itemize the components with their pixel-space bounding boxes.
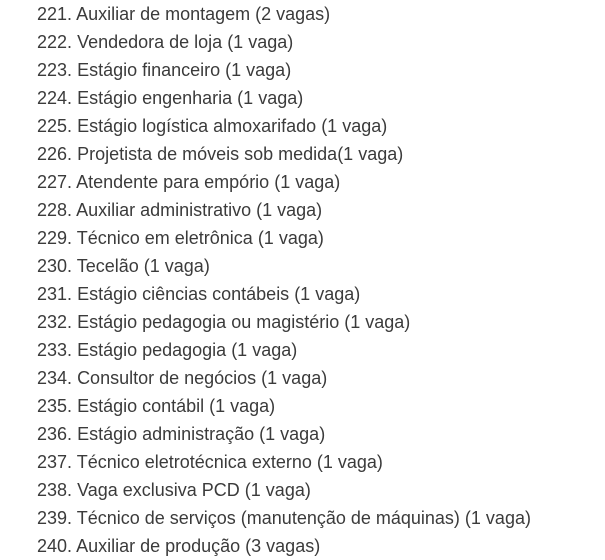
item-number: 223. xyxy=(37,60,73,80)
item-number: 228. xyxy=(37,200,73,220)
item-number: 222. xyxy=(37,32,73,52)
item-number: 232. xyxy=(37,312,73,332)
item-number: 235. xyxy=(37,396,73,416)
item-text: Técnico em eletrônica (1 vaga) xyxy=(76,228,324,248)
item-text: Atendente para empório (1 vaga) xyxy=(76,172,341,192)
vacancy-list-item xyxy=(37,364,595,392)
vacancy-list-item xyxy=(37,280,595,308)
vacancy-list-item xyxy=(37,504,595,532)
item-number: 226. xyxy=(37,144,73,164)
vacancy-list-item xyxy=(37,84,595,112)
item-text: Técnico eletrotécnica externo (1 vaga) xyxy=(76,452,383,472)
item-text: Estágio contábil (1 vaga) xyxy=(77,396,276,416)
item-text: Auxiliar de produção (3 vagas) xyxy=(76,536,321,556)
item-text: Estágio engenharia (1 vaga) xyxy=(77,88,304,108)
item-text: Técnico de serviços (manutenção de máquinas) (1 vaga) xyxy=(76,508,531,528)
item-text: Consultor de negócios (1 vaga) xyxy=(77,368,328,388)
item-number: 233. xyxy=(37,340,73,360)
vacancy-list-item xyxy=(37,28,595,56)
item-text: Auxiliar de montagem (2 vagas) xyxy=(76,4,331,24)
vacancy-list-item xyxy=(37,532,595,560)
vacancy-list-item xyxy=(37,336,595,364)
item-number: 224. xyxy=(37,88,73,108)
item-text: Estágio financeiro (1 vaga) xyxy=(77,60,292,80)
vacancy-list-item xyxy=(37,476,595,504)
vacancy-list-item xyxy=(37,56,595,84)
item-text: Estágio pedagogia (1 vaga) xyxy=(77,340,298,360)
item-text: Projetista de móveis sob medida(1 vaga) xyxy=(77,144,404,164)
vacancy-list-item xyxy=(37,140,595,168)
item-text: Estágio pedagogia ou magistério (1 vaga) xyxy=(77,312,411,332)
item-text: Tecelão (1 vaga) xyxy=(76,256,210,276)
item-number: 234. xyxy=(37,368,73,388)
item-text: Auxiliar administrativo (1 vaga) xyxy=(76,200,323,220)
item-number: 239. xyxy=(37,508,73,528)
item-number: 227. xyxy=(37,172,73,192)
item-number: 240. xyxy=(37,536,73,556)
vacancy-list-item xyxy=(37,0,595,28)
item-number: 230. xyxy=(37,256,73,276)
item-number: 221. xyxy=(37,4,73,24)
item-number: 225. xyxy=(37,116,73,136)
vacancy-list-item xyxy=(37,392,595,420)
item-text: Vendedora de loja (1 vaga) xyxy=(77,32,294,52)
vacancy-list-item xyxy=(37,196,595,224)
vacancy-list-item xyxy=(37,252,595,280)
item-text: Estágio ciências contábeis (1 vaga) xyxy=(77,284,361,304)
vacancy-list-item xyxy=(37,224,595,252)
item-text: Vaga exclusiva PCD (1 vaga) xyxy=(77,480,311,500)
vacancy-list-item xyxy=(37,308,595,336)
item-number: 236. xyxy=(37,424,73,444)
vacancy-list-item xyxy=(37,168,595,196)
item-number: 237. xyxy=(37,452,73,472)
item-number: 231. xyxy=(37,284,73,304)
item-number: 238. xyxy=(37,480,73,500)
item-number: 229. xyxy=(37,228,73,248)
item-text: Estágio administração (1 vaga) xyxy=(77,424,326,444)
vacancy-list-item xyxy=(37,448,595,476)
vacancy-list-item xyxy=(37,420,595,448)
item-text: Estágio logística almoxarifado (1 vaga) xyxy=(77,116,388,136)
vacancy-list-item xyxy=(37,112,595,140)
